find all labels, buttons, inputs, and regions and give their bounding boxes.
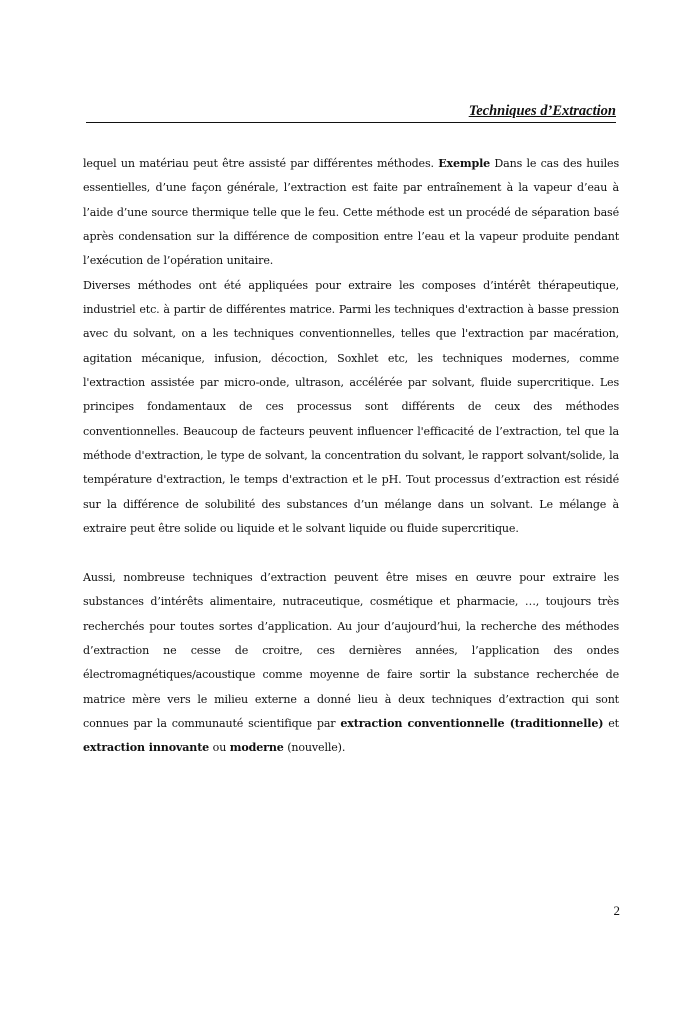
body-text: [83, 152, 619, 761]
paragraph-1-text-a: lequel un matériau peut être assisté par différentes méthodes.: [83, 157, 439, 170]
page-number: 2: [613, 903, 620, 918]
paragraph-1-bold-example: Exemple: [438, 157, 491, 170]
paragraph-3-bold-modern: moderne: [229, 741, 284, 755]
paragraph-3-text-c: ou: [209, 741, 230, 755]
paragraph-3-bold-conventional: extraction conventionnelle (traditionnelle): [340, 716, 604, 730]
paragraph-3-text-a: Aussi, nombreuse techniques d’extraction peuvent être mises en œuvre pour extraire les substances d’intérêts alimentaire, nutraceutique, cosmétique et pharmacie, …, toujours très recherchés pour toutes sortes d’application. Au jour d’aujourd’hui, la recherche des méthodes d’extraction ne cesse de croitre, ces dernières années, l’application des ondes électromagnétiques/acoustique comme moyenne de faire sortir la substance recherchée de matrice mère vers le milieu externe a donné lieu à deux techniques d’extraction qui sont connues par la communauté scientifique par: [83, 570, 619, 730]
paragraph-3-text-d: (nouvelle).: [283, 741, 346, 755]
running-header: [86, 103, 616, 123]
paragraph-1-text-b: Dans le cas des huiles essentielles, d’une façon générale, l’extraction est faite par entraînement à la vapeur d’eau à l’aide d’une source thermique telle que le feu. Cette méthode est un procédé de séparation basé après condensation sur la différence de composition entre l’eau et la vapeur produite pendant l’exécution de l’opération unitaire.: [83, 157, 619, 268]
paragraph-3-bold-innovative: extraction innovante: [83, 741, 210, 755]
header-title: Techniques d’Extraction: [468, 103, 616, 119]
paragraph-3-text-b: et: [603, 716, 619, 730]
paragraph-1: [83, 152, 619, 274]
paragraph-3: [83, 566, 619, 761]
paragraph-2: Diverses méthodes ont été appliquées pour extraire les composes d’intérêt thérapeutique, industriel etc. à partir de différentes matrice. Parmi les techniques d'extraction à basse pression avec du solvant, on a les techniques conventionnelles, telles que l'extraction par macération, agitation mécanique, infusion, décoction, Soxhlet etc, les techniques modernes, comme l'extraction assistée par micro-onde, ultrason, accélérée par solvant, fluide supercritique. Les principes fondamentaux de ces processus sont différents de ceux des méthodes conventionnelles. Beaucoup de facteurs peuvent influencer l'efficacité de l’extraction, tel que la méthode d'extraction, le type de solvant, la concentration du solvant, le rapport solvant/solide, la température d'extraction, le temps d'extraction et le pH. Tout processus d’extraction est résidé sur la différence de solubilité des substances d’un mélange dans un solvant. Le mélange à extraire peut être solide ou liquide et le solvant liquide ou fluide supercritique.: [83, 278, 619, 536]
